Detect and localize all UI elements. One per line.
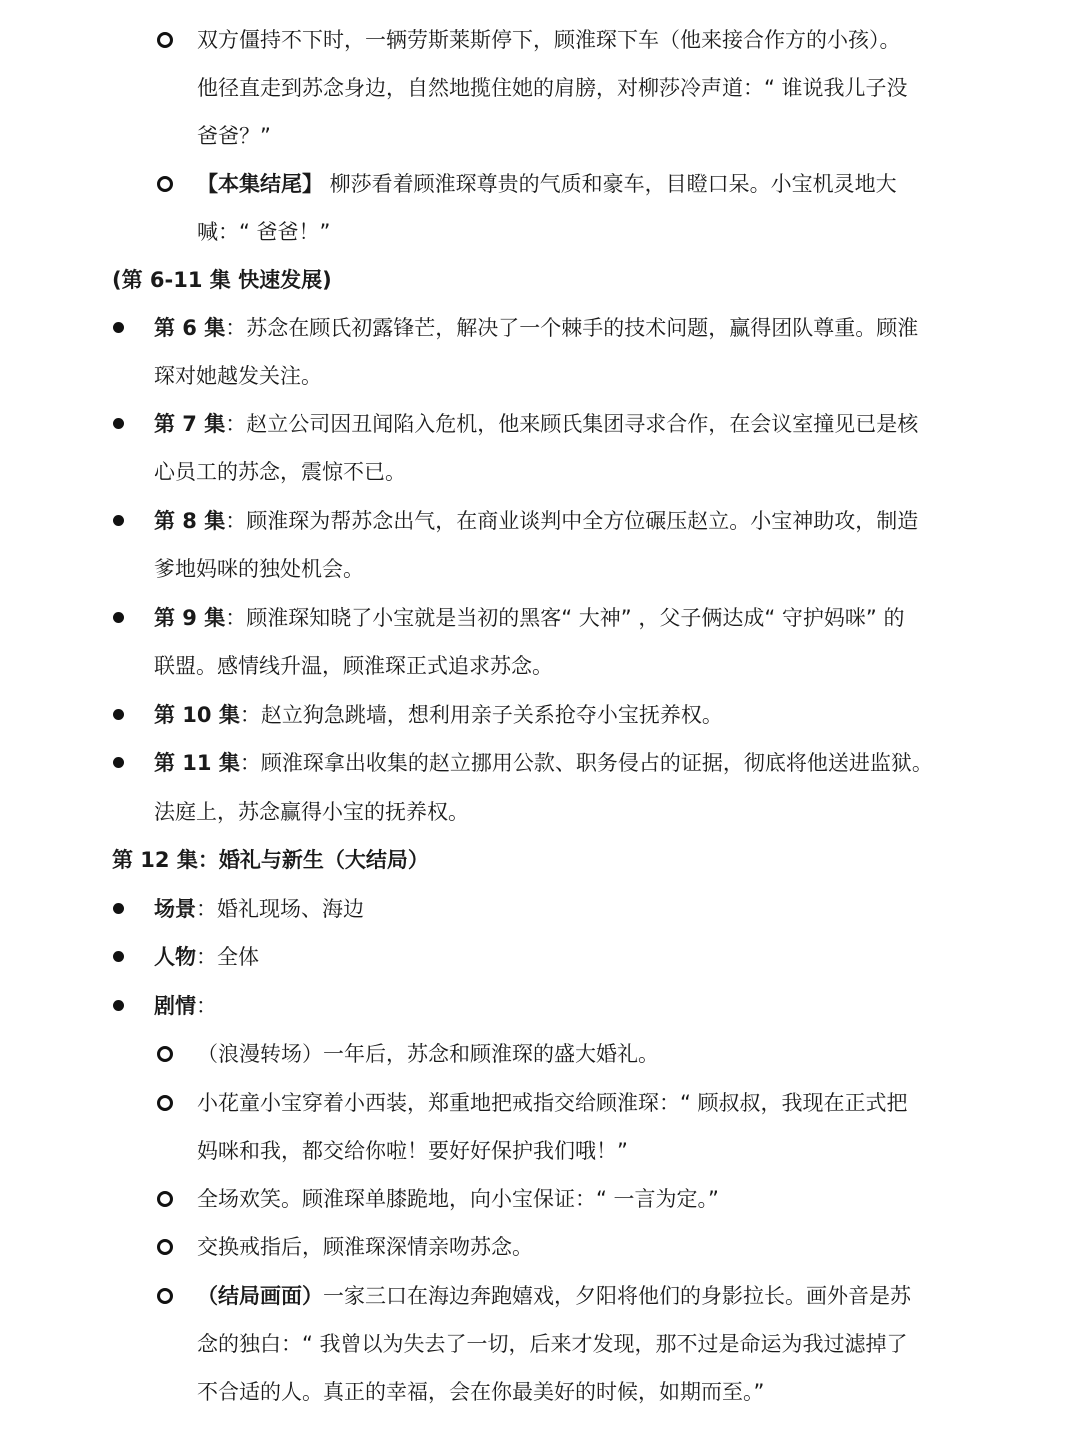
- episode-9-line-1: [0, 594, 1080, 642]
- plot-item-1-line-1: [0, 1030, 1080, 1078]
- ep5-ending-text: 喊：“ 爸爸！”: [197, 220, 331, 244]
- episode-7-text: 第 7 集：赵立公司因丑闻陷入危机，他来顾氏集团寻求合作，在会议室撞见已是核: [154, 412, 919, 436]
- bullet-dot-icon: [113, 709, 124, 720]
- scene-label: 场景: [154, 897, 196, 921]
- bullet-dot-icon: [113, 951, 124, 962]
- ep5-ending-line-1: [0, 160, 1080, 208]
- plot-item-2-text: 妈咪和我，都交给你啦！要好好保护我们哦！”: [197, 1139, 628, 1163]
- episode-8-text: 第 8 集：顾淮琛为帮苏念出气，在商业谈判中全方位碾压赵立。小宝神助攻，制造: [154, 509, 919, 533]
- bullet-dot-icon: [113, 322, 124, 333]
- episode-10-label: 第 10 集: [154, 703, 240, 727]
- ep5-sub-item-1-line-1: [0, 16, 1080, 64]
- episode-7-line-1: [0, 400, 1080, 448]
- episode-12-plot: [0, 982, 1080, 1030]
- episode-11-line-2: [0, 788, 1080, 836]
- bullet-dot-icon: [113, 757, 124, 768]
- section-heading-6-11: [0, 256, 1080, 304]
- bullet-dot-icon: [113, 903, 124, 914]
- plot-label: 剧情: [154, 994, 196, 1018]
- bullet-dot-icon: [113, 418, 124, 429]
- bullet-dot-icon: [113, 612, 124, 623]
- hollow-bullet-icon: [157, 176, 173, 192]
- hollow-bullet-icon: [157, 1288, 173, 1304]
- plot-item-4-line-1: [0, 1223, 1080, 1271]
- episode-11-text: 法庭上，苏念赢得小宝的抚养权。: [154, 800, 469, 824]
- episode-9-label: 第 9 集: [154, 606, 226, 630]
- plot-item-2-text: 小花童小宝穿着小西装，郑重地把戒指交给顾淮琛：“ 顾叔叔，我现在正式把: [197, 1091, 908, 1115]
- ep5-ending-text: 【本集结尾】 柳莎看着顾淮琛尊贵的气质和豪车，目瞪口呆。小宝机灵地大: [197, 172, 897, 196]
- episode-7-text: 心员工的苏念，震惊不已。: [154, 460, 406, 484]
- plot-item-5-line-3: [0, 1368, 1080, 1416]
- plot-item-3-line-1: [0, 1175, 1080, 1223]
- plot-item-2-line-2: [0, 1127, 1080, 1175]
- episode-11-line-1: [0, 739, 1080, 787]
- ep5-sub-item-1-text: 他径直走到苏念身边，自然地揽住她的肩膀，对柳莎冷声道：“ 谁说我儿子没: [197, 76, 908, 100]
- ending-scene-label: （结局画面）: [197, 1284, 323, 1308]
- bullet-dot-icon: [113, 515, 124, 526]
- episode-6-label: 第 6 集: [154, 316, 226, 340]
- ep5-ending-label: 【本集结尾】: [197, 172, 323, 196]
- episode-6-text: 第 6 集：苏念在顾氏初露锋芒，解决了一个棘手的技术问题，赢得团队尊重。顾淮: [154, 316, 919, 340]
- hollow-bullet-icon: [157, 32, 173, 48]
- episode-9-text: 第 9 集：顾淮琛知晓了小宝就是当初的黑客“ 大神” ，父子俩达成“ 守护妈咪” 的: [154, 606, 905, 630]
- episode-9-text: 联盟。感情线升温，顾淮琛正式追求苏念。: [154, 654, 553, 678]
- episode-9-line-2: [0, 642, 1080, 690]
- plot-item-4-text: 交换戒指后，顾淮琛深情亲吻苏念。: [197, 1235, 533, 1259]
- plot-item-5-line-2: [0, 1320, 1080, 1368]
- hollow-bullet-icon: [157, 1191, 173, 1207]
- episode-12-characters: [0, 933, 1080, 981]
- episode-8-line-1: [0, 497, 1080, 545]
- episode-7-line-2: [0, 448, 1080, 496]
- episode-8-label: 第 8 集: [154, 509, 226, 533]
- plot-item-2-line-1: [0, 1079, 1080, 1127]
- plot-item-5-text: （结局画面）一家三口在海边奔跑嬉戏，夕阳将他们的身影拉长。画外音是苏: [197, 1284, 911, 1308]
- plot-item-5-line-1: [0, 1272, 1080, 1320]
- section-heading-text: (第 6-11 集 快速发展): [112, 268, 332, 292]
- ep5-sub-item-1-text: 爸爸？”: [197, 124, 271, 148]
- plot-item-3-text: 全场欢笑。顾淮琛单膝跪地，向小宝保证：“ 一言为定。”: [197, 1187, 719, 1211]
- episode-6-line-2: [0, 352, 1080, 400]
- episode-6-line-1: [0, 304, 1080, 352]
- characters-text: 人物：全体: [154, 945, 259, 969]
- plot-text: 剧情：: [154, 994, 217, 1018]
- episode-12-heading: [0, 836, 1080, 884]
- episode-11-label: 第 11 集: [154, 751, 240, 775]
- characters-label: 人物: [154, 945, 196, 969]
- ep5-sub-item-1-text: 双方僵持不下时，一辆劳斯莱斯停下，顾淮琛下车（他来接合作方的小孩）。: [197, 28, 901, 52]
- episode-11-text: 第 11 集：顾淮琛拿出收集的赵立挪用公款、职务侵占的证据，彻底将他送进监狱。: [154, 751, 933, 775]
- ep5-ending-line-2: [0, 208, 1080, 256]
- episode-8-line-2: [0, 545, 1080, 593]
- episode-8-text: 爹地妈咪的独处机会。: [154, 557, 364, 581]
- plot-item-5-text: 念的独白：“ 我曾以为失去了一切，后来才发现，那不过是命运为我过滤掉了: [197, 1332, 908, 1356]
- ep5-sub-item-1-line-2: [0, 64, 1080, 112]
- hollow-bullet-icon: [157, 1095, 173, 1111]
- ep5-sub-item-1-line-3: [0, 112, 1080, 160]
- hollow-bullet-icon: [157, 1239, 173, 1255]
- episode-12-scene: [0, 885, 1080, 933]
- plot-item-1-text: （浪漫转场）一年后，苏念和顾淮琛的盛大婚礼。: [197, 1042, 659, 1066]
- hollow-bullet-icon: [157, 1046, 173, 1062]
- plot-item-5-text: 不合适的人。真正的幸福，会在你最美好的时候，如期而至。”: [197, 1380, 765, 1404]
- episode-10-line-1: [0, 691, 1080, 739]
- episode-10-text: 第 10 集：赵立狗急跳墙，想利用亲子关系抢夺小宝抚养权。: [154, 703, 723, 727]
- bullet-dot-icon: [113, 1000, 124, 1011]
- episode-12-heading-text: 第 12 集：婚礼与新生（大结局）: [112, 848, 429, 872]
- scene-text: 场景：婚礼现场、海边: [154, 897, 364, 921]
- episode-6-text: 琛对她越发关注。: [154, 364, 322, 388]
- episode-7-label: 第 7 集: [154, 412, 226, 436]
